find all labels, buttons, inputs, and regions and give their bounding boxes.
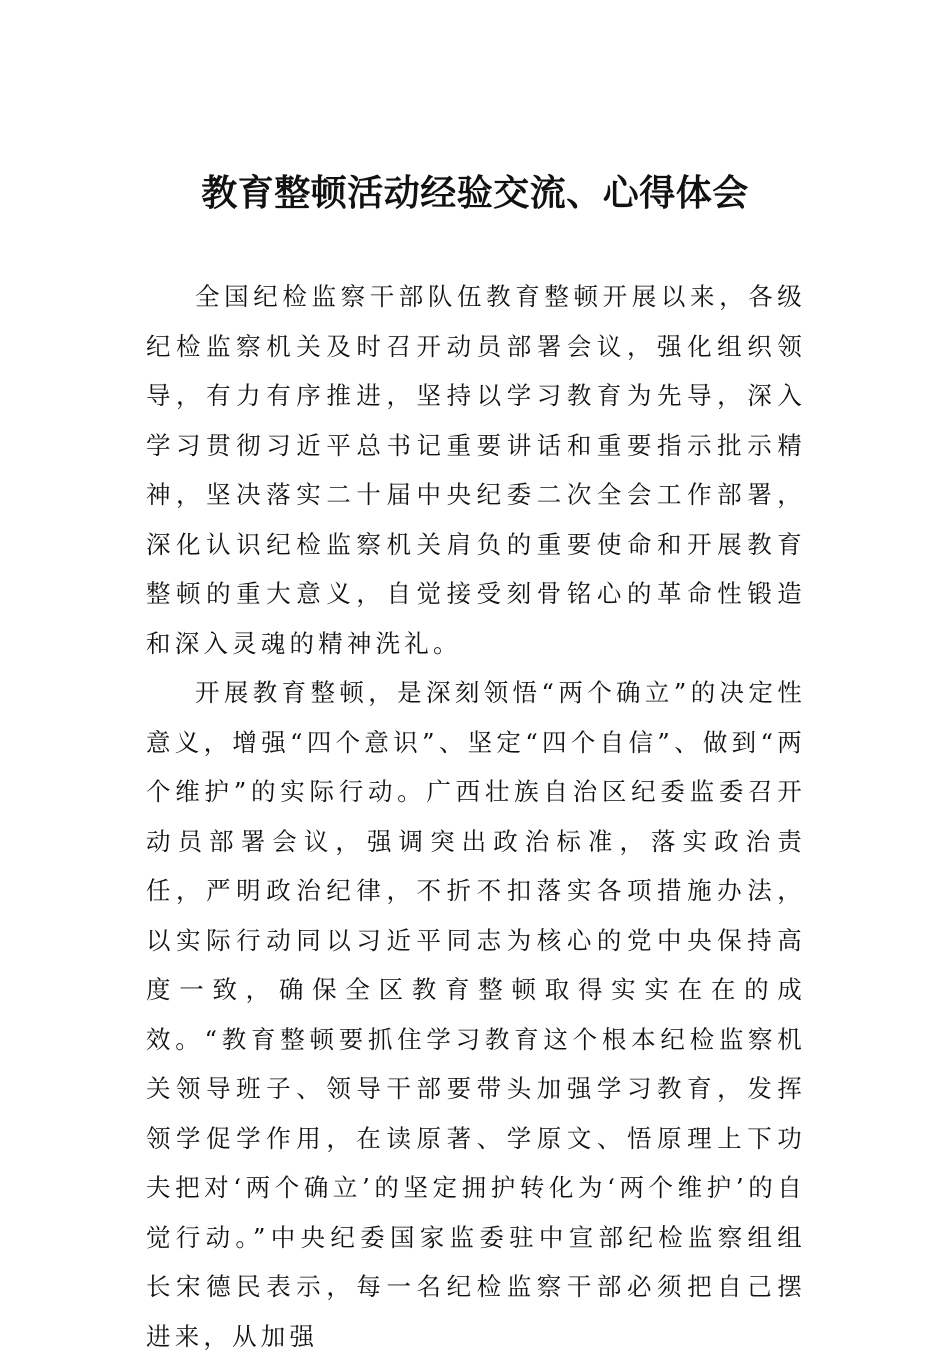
paragraph-1: 全国纪检监察干部队伍教育整顿开展以来，各级纪检监察机关及时召开动员部署会议，强化组织领导，有力有序推进，坚持以学习教育为先导，深入学习贯彻习近平总书记重要讲话和重要指示批示精神，坚决落实二十届中央纪委二次全会工作部署，深化认识纪检监察机关肩负的重要使命和开展教育整顿的重大意义，自觉接受刻骨铭心的革命性锻造和深入灵魂的精神洗礼。 <box>146 282 806 658</box>
paragraph-2: 开展教育整顿，是深刻领悟“两个确立”的决定性意义，增强“四个意识”、坚定“四个自信”、做到“两个维护”的实际行动。广西壮族自治区纪委监委召开动员部署会议，强调突出政治标准，落实政治责任，严明政治纪律，不折不扣落实各项措施办法，以实际行动同以习近平同志为核心的党中央保持高度一致，确保全区教育整顿取得实实在在的成效。“教育整顿要抓住学习教育这个根本纪检监察机关领导班子、领导干部要带头加强学习教育，发挥领学促学作用，在读原著、学原文、悟原理上下功夫把对‘两个确立’的坚定拥护转化为‘两个维护’的自觉行动。”中央纪委国家监委驻中宣部纪检监察组组长宋德民表示，每一名纪检监察干部必须把自己摆进来，从加强 <box>146 678 806 1351</box>
document-body <box>146 272 806 1361</box>
document-title: 教育整顿活动经验交流、心得体会 <box>201 172 749 214</box>
